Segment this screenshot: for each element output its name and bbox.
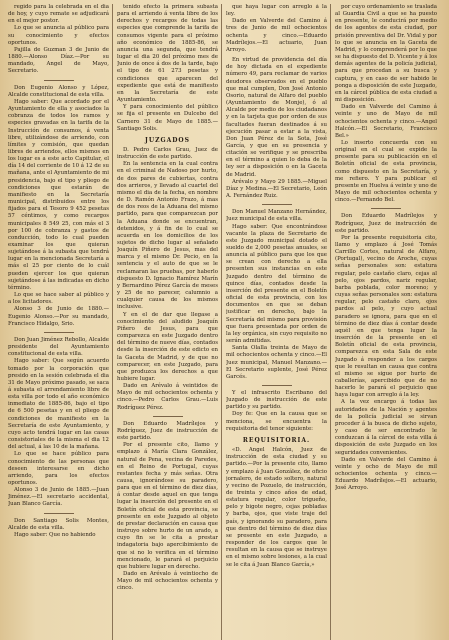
- notice-paragraph: Pajilla de Guzman 3 de Junio de 1880.—Alonso Díaz.—Por su mandado, Angel de Mayo, Secretario.: [8, 46, 109, 75]
- notice-paragraph: Alonso 3 de Junio de 1885.—Juan Jiménez.—El secretario accidental, Juan Blanco García.: [8, 487, 109, 508]
- notice-paragraph: Dado en Arévalo á veintiocho de Mayo de mil ochocientos ochenta y cinco.: [117, 571, 218, 592]
- section-heading: JUZGADOS: [145, 136, 190, 144]
- column-2: [117, 4, 222, 640]
- section-heading: REQUISITORIA.: [242, 436, 311, 444]
- notice-paragraph: tenido efecto la primera subasta para el arriendo á venta libre de los derechos y recargos de todas las especies que comprende la tarifa de consumos vigente para el próximo año económico de 1885-86, se anuncia una segunda, que tendrá lugar el dia 20 del próximo mes de Junio de once á dos de la tarde, bajo el tipo de 61 273 pesetas y condiciones que aparecen del expediente que está de manifiesto en la Secretaría de este Ayuntamiento.: [117, 4, 218, 104]
- notice-paragraph: Hago saber: Que no habiendo: [14, 531, 96, 538]
- notice-paragraph: Por la presente requisitoria cito, llamo y emplazo á José Tomás Carrillo Cortes, natural de Alfaro, (Portugal), vecino de Aroche, cuyas señas personales son: estatura regular, pelo castaño claro, cejas al pelo, ojos pardos, nariz regular, barba poblada, color moreno; y cuyas señas personales son: estatura regular, pelo castaño claro, ojos pardos al pelo, y cuyo actual paradero se ignora, para que en el término de diez días á contar desde aquél en que tenga lugar la inserción de la presente en el Boletín oficial de esta provincia, comparezca en esta Sala de este Juzgado á responder a los cargos que le resultan en causa que contra el mismo se sigue por hurto de caballerías, apercibido que de no hacerlo le parará el perjuicio que haya lugar con arreglo á la ley.: [335, 234, 437, 399]
- notice-paragraph: Lo que se hace público para conocimiento de las personas que deseen interesarse en dicho arriendo, para los efectos oportunos.: [8, 451, 109, 486]
- notice-paragraph: En virtud de providencia del día de hoy dictada en el expediente número 49, para reclamar de varios deudores observados en el pueblo que mal cumplen, Don José Antonio Osorio, natural de Alfaro del pueblo (Ayuntamiento de Monje), ó al Alcalde por medio de los ciudadanos y en la tarjeta que por orden de sus facultades fueran destinados á su ejecución pasar a estar a la vista, Don Juan Pérez de la Sota, José García, y que en su presencia y citación se verifique y se prescriba en el término a quien lo deba de la ley ser a disposición o en la Gaceta de Madrid.: [226, 57, 327, 178]
- section-divider: [371, 208, 401, 209]
- notice-paragraph: Hago saber: Que acordado por el Ayuntamiento de ella y asociados la cobranza de todos los ramos y especies gravadas en la tarifa de la Instrucción de consumos, á venta libre, utilizándose de arriendo, con límites y comisión, que quedan libres de arriendos, ellos mismos en los lugar es a este acto Capitular, el día 14 del corriente de 10 á 12 de su mañana, ante el Ayuntamiento de mi presidencia, bajo el tipo y pliego de condiciones que estarán de manifiesto en la Secretaría municipal, distribuidos entre los fijados para el Tesoro 9 452 pesetas 57 céntimos, y como recargos municipales 8 549 25, con más el 3 por 100 de cobranza y gastos de conducción, todo lo cual pueden examinar los que quieran sujetándose á la subasta que tendrá lugar en la mencionada Secretaría a más el 25 por ciento de lo cuál pueden ejercer los que quieran sujetándose á las indicadas en dicho término.: [8, 98, 109, 291]
- notice-paragraph: Y para conocimiento del público se fija el presente en Dulcebo del Carnero 31 de Mayo de 1885.—Santiago Solis.: [117, 104, 218, 132]
- notice-paragraph: Alonso 3 de Junio de 1880.—Eugenio Alonso.—Por su mandado, Francisco Hidalgo, Srio.: [8, 306, 109, 327]
- notice-paragraph: por cuyo ordenamiento se traslada al Guardia Civil a que se ha puesto en presente, le conducirá por medio de los agentes de esta ciudad, por prisión preventiva del Dr. Vidal y por lo que se anuncia en la Gaceta de Madrid, y lo comprenderá por lo que se ha dispuesto del D. Vicente y á los demás agentes de la policía judicial, para que procedan a su busca y captura, y en caso de ser habido le ponga a disposición de este Juzgado, en la cárcel pública de esta ciudad a mi disposición.: [335, 4, 437, 104]
- notice-paragraph: Hago saber: Que encontrándose vacante la plaza de Secretario de este Juzgado municipal dotado el sueldo de 2,000 pesetas anuales, se anuncia al público para que los que se crean con derecho a ella presenten sus instancias en este Juzgado dentro del término de quince días, contados desde la inserción del presente en el Boletín oficial de esta provincia, con los documentos en que se deban justificar en derecho, bajo la Secretaría del mismo para provisión que fuera presentada por orden de la ley orgánica, sin cuyo requisito no serán admitidas.: [226, 223, 327, 345]
- section-divider: [153, 416, 183, 417]
- section-divider: [44, 513, 74, 514]
- notice-paragraph: Don Manuel Manzano Hernández, Juez municipal de esta villa.: [226, 209, 327, 223]
- notice-paragraph: Doy fe: Que en la causa que se menciona, se encuentra la requisitoria del tenor siguiente:: [226, 411, 327, 432]
- column-4: [335, 4, 440, 640]
- notice-paragraph: Dado en Valverde del Camino á tres de Junio de mil ochocientos ochenta y cinco.—Eduardo Madrílejos.—El actuario, Juan Arroyo.: [226, 18, 327, 53]
- notice-paragraph: Lo que se anuncia al público para su conocimiento y efectos oportunos.: [8, 25, 109, 46]
- notice-paragraph: Lo inserto concuerda con su original en el cual se expide la presente para su publicación en el Boletín oficial de esta provincia, como dispuesto en la Secretaría, y me refiero. Y para publicar el presente en Huelva á veinte y uno de Mayo de mil ochocientos ochenta y cinco.—Fernando Bel.: [335, 139, 437, 204]
- notice-paragraph: Don Juan Jiménez Rebollo, Alcalde presidente del Ayuntamiento constitucional de esta villa.: [8, 336, 109, 358]
- notice-paragraph: D. Pedro Carlos Grau, Juez de instrucción de este partido.: [117, 146, 218, 161]
- notice-paragraph: «D. Angel Halcón, Juez de instrucción de esta ciudad y su partido.—Por la presente cito, llamo y emplazo á Juan González, de oficio jornalero, de estado soltero, natural y vecino de Pozuelo, de instrucción, de treinta y cinco años de edad, estatura regular, color trigueño, pelo y bigote negro, cejas pobladas y barba, ojos, que viste traje del país, y ignorando su paradero, para que dentro del término de diez días se presente en este Juzgado, a responder de los cargos que le resultan en la causa que se instruye en el mismo sobre lesiones, a la cual se le cita á Juan Blanco García,»: [226, 447, 327, 568]
- section-divider: [44, 332, 74, 333]
- section-divider: [262, 204, 292, 205]
- notice-paragraph: Don Eugenio Alonso y López, Alcalde constitucional de esta villa.: [8, 84, 109, 98]
- notice-paragraph: Don Eduardo Madrílejos y Rodríguez, Juez de instrucción de este partido.: [117, 420, 218, 442]
- notice-paragraph: Dado en Valverde del Camino á veinte y uno de Mayo de mil ochocientos ochenta y cinco.—Angel Halcón.—El Secretario, Francisco Bel.»: [335, 104, 437, 139]
- notice-paragraph: A la vez encargo á todas las autoridades de la Nación y agentes de la policía judicial se sirvan proceder á la busca de dicho sujeto, y caso de ser encontrado le conduzcan á la cárcel de esta villa á disposición de este Juzgado en los seguridades convenientes.: [335, 399, 437, 456]
- notice-paragraph: Dado en Arévalo á veintidos de Mayo de mil ochocientos ochenta y cinco.—Pedro Carlos Grau.—Luis Rodríguez Pérez.: [117, 383, 218, 411]
- notice-paragraph: Don Santiago Solis Montes, Alcalde de esta villa.: [8, 517, 109, 531]
- notice-paragraph: Don Eduardo Madrílejos y Rodríguez, Juez de instrucción de este partido.: [335, 213, 437, 234]
- notice-paragraph: que haya lugar con arreglo á la ley.: [226, 4, 327, 18]
- notice-paragraph: Y en el de dar que llegase a conocimiento del aludido Joaquín Piñero de Jesus, para que comparezca en este Juzgado dentro del término de nueve días, contados desde la inserción de este edicto en la Gaceta de Madrid, y de que no comparecer, en este Juzgado, para que produzca los derechos a que hubiere lugar.: [117, 311, 218, 382]
- notice-paragraph: En la sentencia en la cual contra en el criminal de Nadoso por hurto, de dos pares de cubiertas, contra dos arrieros, y llevado al cuartel del mismo el dia de la fecha, en nombre de D. Ramón Antonio Frazo, á mas de dos reos de la Aduana del mismo partido, para que comparezcan por la Aduana donde se encuentran, detenidos, y á fin de lo cual se acuerda en los domicilios de los sujetos de dicho lugar al señalado Joaquín Piñero de Jesus, mas del marca y el mismo Dr. Pecio, en la sentencia y el auto de que se le reclamaran las pruebas, por haberlo dispuesto D. Ignacio Ramírez Marín y Bernardino Pérez García de meses y 25 de no parecer, calumnio a cualquier causa de los mismos inclusive.: [117, 161, 218, 311]
- notice-paragraph: Dado en Valverde del Camino á veinte y ocho de Mayo de mil ochocientos ochenta y cinco.—Eduardo Madrílejos.—El actuario, José Arroyo.: [335, 456, 437, 492]
- notice-paragraph: Hago saber: Que según acuerdo tomado por la corporación que presido en la sesión celebrada el dia 31 de Mayo próximo pasado, se saca á subasta el arrendamiento libre de esta villa por todo el año económico inmediato de 1885-86, bajo el tipo de 6 500 pesetas y en el pliego de condiciones de manifiesto en la Secretaría de este Ayuntamiento, y cuyo acto tendrá lugar en las casas consistoriales de la misma el dia 12 del actual, á las 10 de la mañana.: [8, 358, 109, 451]
- notice-paragraph: Arévalo y Mayo 29 1885.—Miguel Díaz y Medina.—El Secretario, León A. Fernández Ruiz.: [226, 178, 327, 200]
- section-divider: [44, 80, 74, 81]
- notice-paragraph: Y el infrascrito Escribano del Juzgado de instrucción de este partido y su partido.: [226, 389, 327, 411]
- column-1: [8, 4, 113, 640]
- notice-paragraph: Por el presente cito, llamo y emplazo á María Clara González, natural de Pena, vecina de Paredes, en el Reino de Portugal, cuyas restantes fecha y más señas. Otra causa, ignorándose su paradero, para que en el término de diez días, á contar desde aquel en que tenga lugar la inserción del presente en el Boletín oficial de esta provincia, se presente en este Juzgado al objeto de prestar declaración en causa que instruyo sobre hurto de un arado, a cuyo fin se le cita a prestar indagatoria bajo apercibimiento de que si no lo verifica en el término mencionado, le parará el perjuicio que hubiere lugar en derecho.: [117, 442, 218, 570]
- section-divider: [262, 385, 292, 386]
- notice-paragraph: Santa Olalla treinta de Mayo de mil ochocientos ochenta y cinco.—El Juez municipal, Manuel Manzano.—El Secretario suplente, José Pérez Garcés.: [226, 345, 327, 380]
- notice-paragraph: Lo que se hace saber al público y a los licitadores.: [8, 292, 109, 306]
- column-3: [226, 4, 331, 640]
- notice-paragraph: regido para la celebrada en el dia de hoy, y cuyo remate se adjudicará en el mejor postor.: [8, 4, 109, 25]
